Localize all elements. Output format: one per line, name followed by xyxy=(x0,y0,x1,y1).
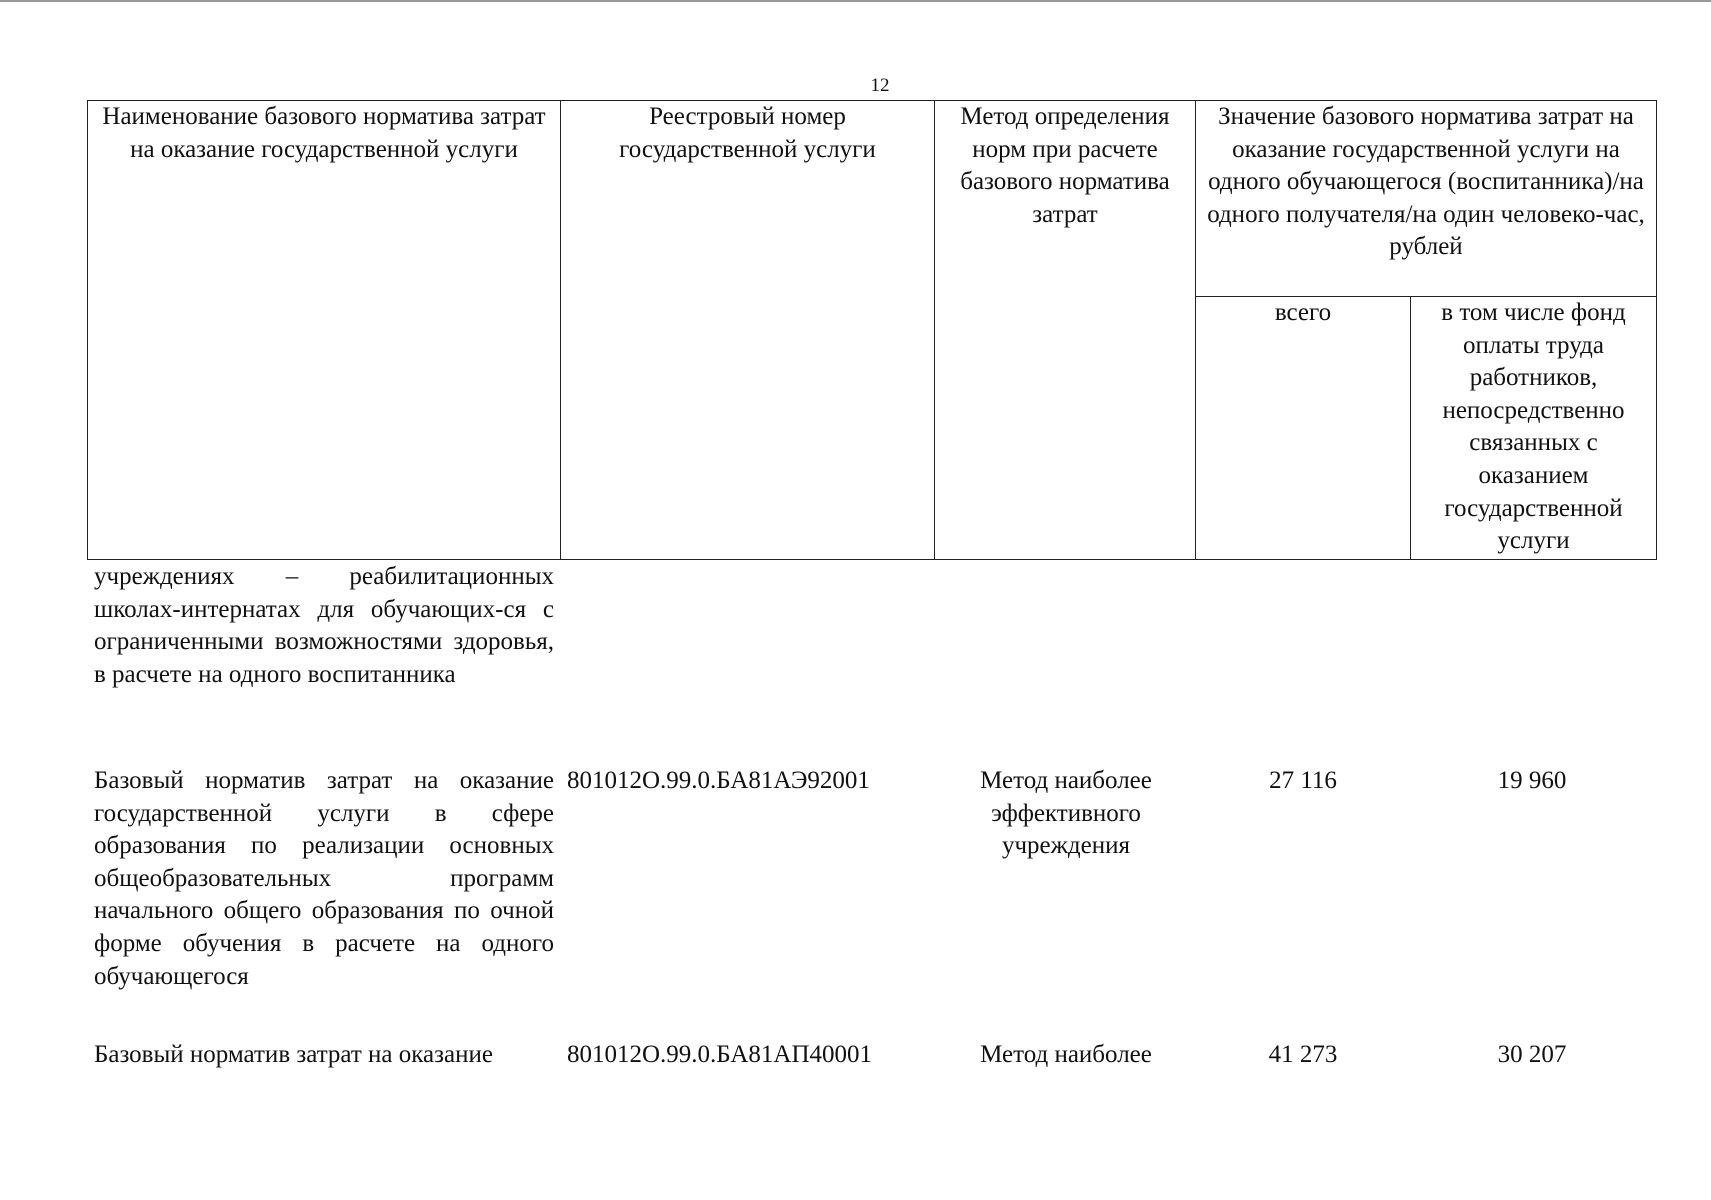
row-fund: 19 960 xyxy=(1497,767,1567,794)
header-method-text: Метод определения норм при расчете базового норматива затрат xyxy=(960,103,1170,228)
page-number: 12 xyxy=(870,75,890,96)
header-value-group xyxy=(1196,101,1657,297)
header-registry xyxy=(561,101,935,560)
header-total-text: всего xyxy=(1274,299,1332,326)
header-registry-text: Реестровый номер государственной услуги xyxy=(619,103,876,163)
header-fund-text: в том числе фонд оплаты труда работников, непосредственно связанных с оказанием государственной услуги xyxy=(1441,299,1626,555)
row-method: Метод наиболее эффективного учреждения xyxy=(980,767,1152,860)
row-name: Базовый норматив затрат на оказание государственной услуги в сфере образования по реализации основных общеобразовательных программ начального общего образования по очной форме обучения в расчете на одного обучающегося xyxy=(94,767,554,990)
row-total: 27 116 xyxy=(1269,767,1337,794)
header-name-text: Наименование базового норматива затрат на оказание государственной услуги xyxy=(102,103,546,163)
row-total: 41 273 xyxy=(1268,1041,1338,1068)
row-registry: 801012О.99.0.БА81АЭ92001 xyxy=(567,767,870,794)
row-registry: 801012О.99.0.БА81АП40001 xyxy=(567,1041,872,1068)
row-name: учреждениях – реабилитационных школах-интернатах для обучающих-ся с ограниченными возможностями здоровья, в расчете на одного воспитанника xyxy=(94,563,554,688)
header-total xyxy=(1196,297,1411,560)
top-edge-rule xyxy=(0,0,1711,2)
header-method xyxy=(935,101,1196,560)
table-header xyxy=(87,100,1657,560)
header-fund xyxy=(1411,297,1657,560)
row-fund: 30 207 xyxy=(1497,1041,1567,1068)
header-name xyxy=(88,101,561,560)
row-name: Базовый норматив затрат на оказание xyxy=(94,1041,493,1068)
row-method: Метод наиболее xyxy=(980,1041,1152,1068)
header-value-group-text: Значение базового норматива затрат на оказание государственной услуги на одного обучающегося (воспитанника)/на одного получателя/на один человеко-час, рублей xyxy=(1207,103,1645,261)
